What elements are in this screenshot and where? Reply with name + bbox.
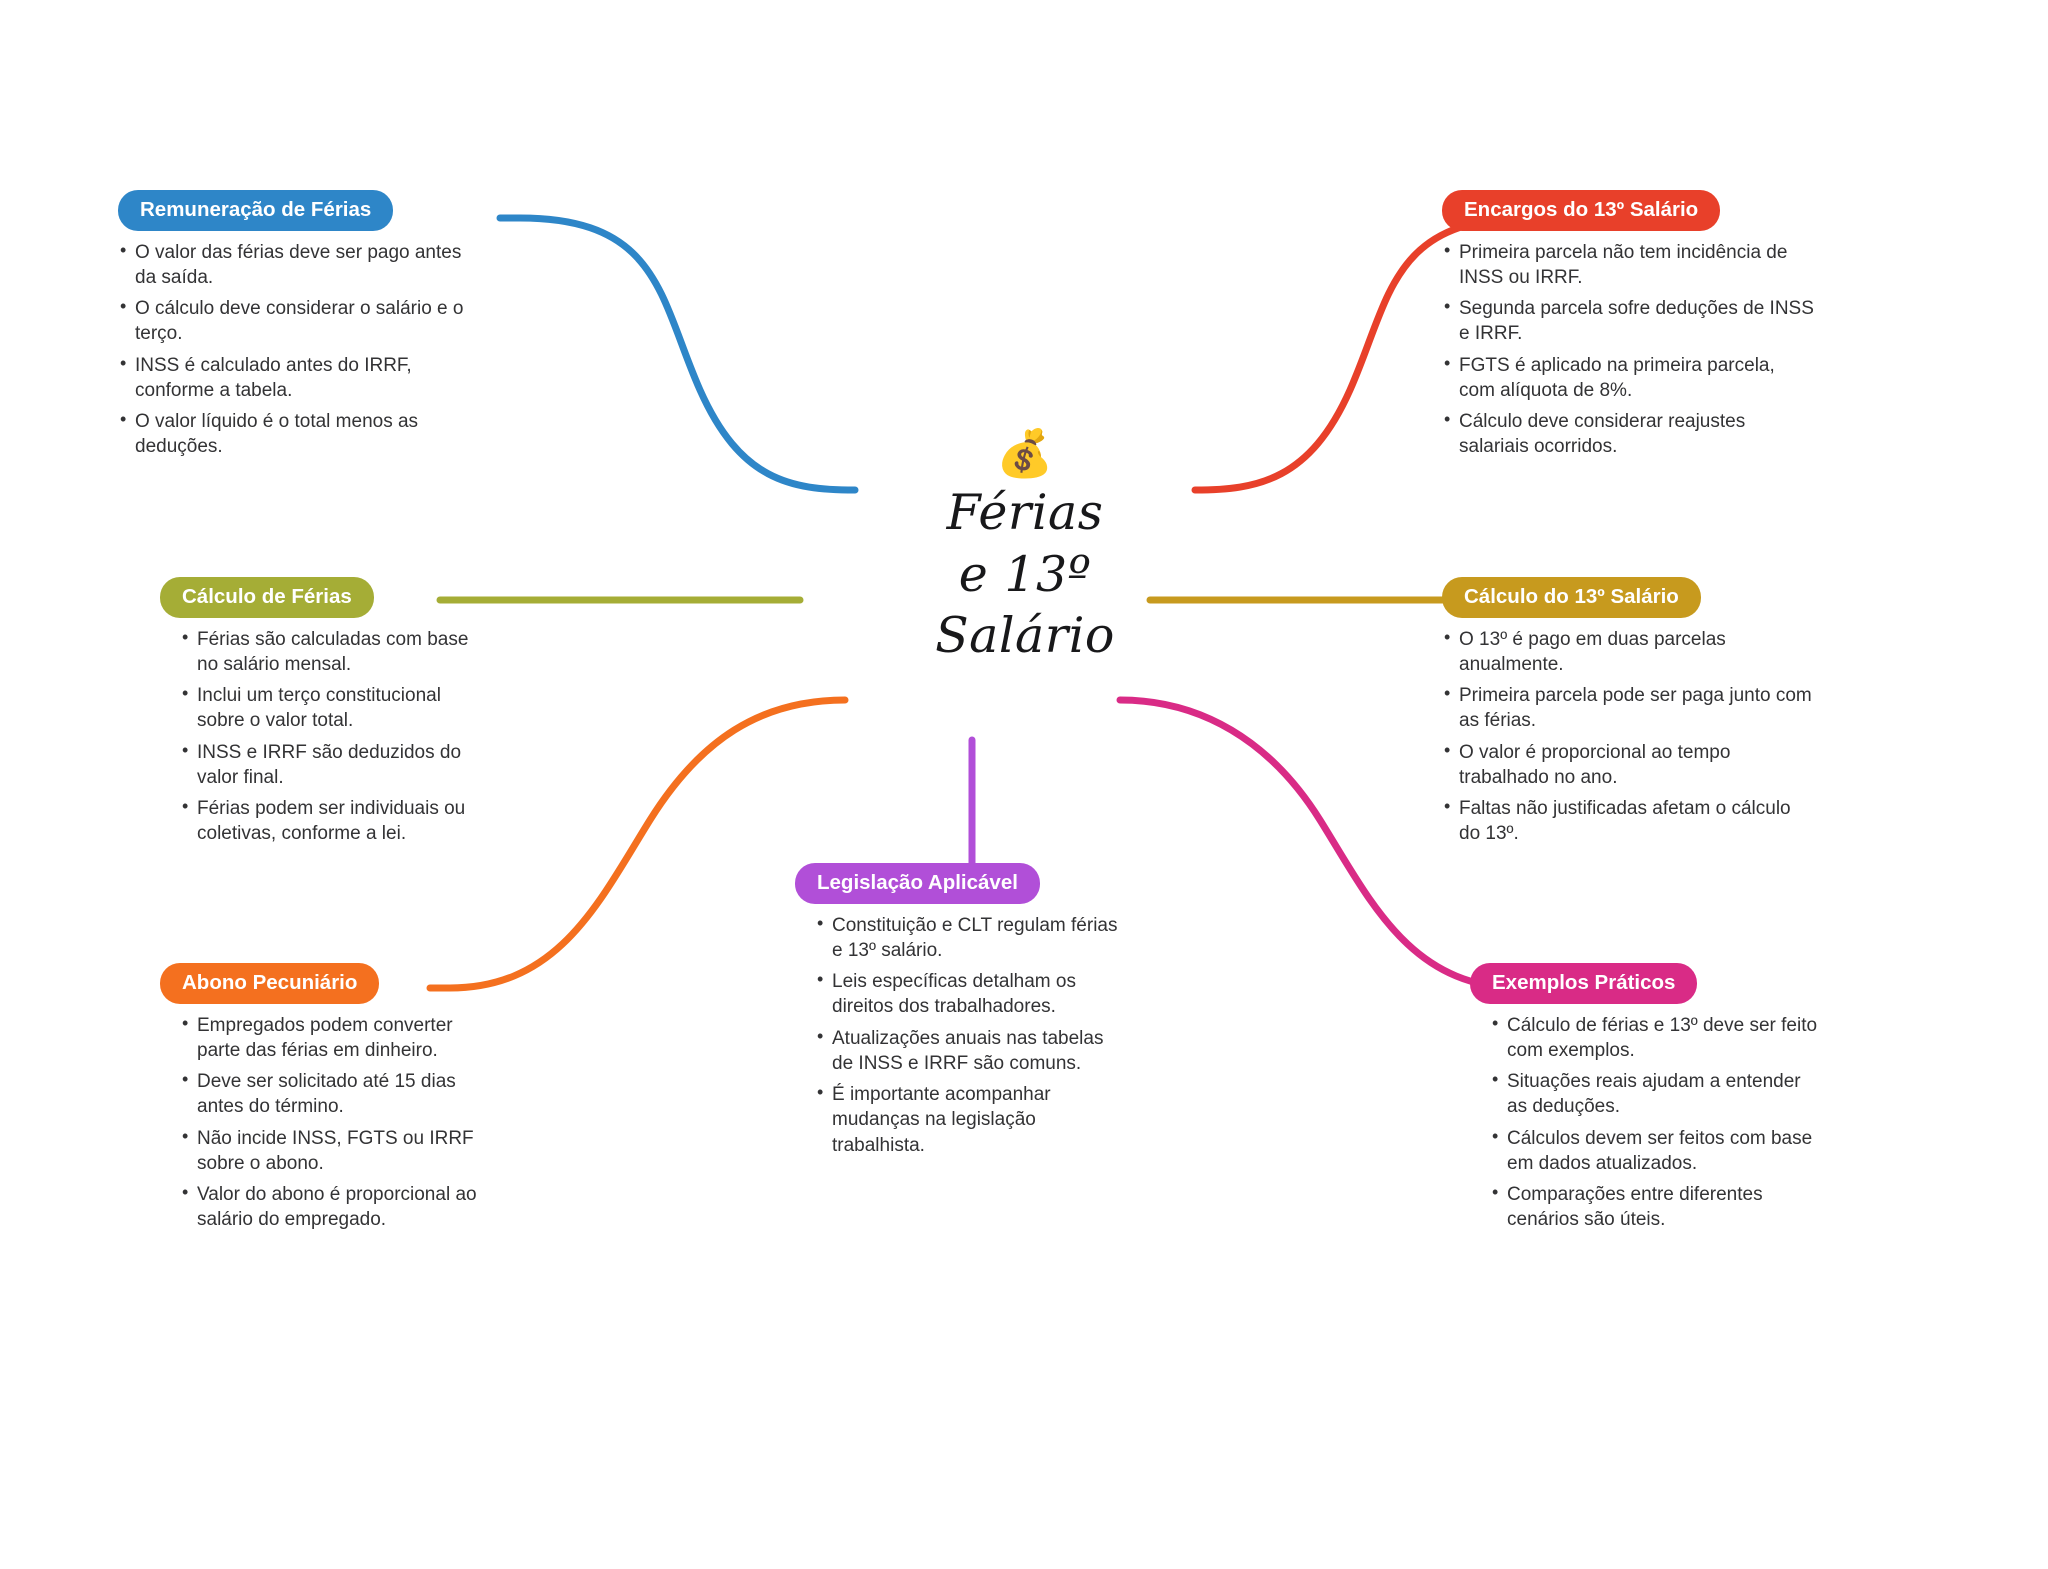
branch-label-calculo-de-ferias[interactable]: Cálculo de Férias xyxy=(160,577,374,618)
list-item: • Situações reais ajudam a entender as deduções. xyxy=(1490,1069,1820,1120)
branch-calculo-de-ferias[interactable] xyxy=(160,577,490,853)
branch-items-exemplos-praticos xyxy=(1470,1013,1820,1233)
connector-remuneracao xyxy=(500,218,855,490)
list-item: • FGTS é aplicado na primeira parcela, com alíquota de 8%. xyxy=(1442,353,1814,404)
list-item: • O 13º é pago em duas parcelas anualmente. xyxy=(1442,627,1814,678)
connector-abono xyxy=(430,700,845,988)
branch-label-calculo-do-13-salario[interactable]: Cálculo do 13º Salário xyxy=(1442,577,1701,618)
list-item: • Leis específicas detalham os direitos dos trabalhadores. xyxy=(815,969,1125,1020)
list-item: • Férias podem ser individuais ou coletivas, conforme a lei. xyxy=(180,796,490,847)
list-item: • Primeira parcela não tem incidência de INSS ou IRRF. xyxy=(1442,240,1814,291)
list-item: • Segunda parcela sofre deduções de INSS e IRRF. xyxy=(1442,296,1814,347)
list-item: • Valor do abono é proporcional ao salário do empregado. xyxy=(180,1182,490,1233)
list-item: • Férias são calculadas com base no salário mensal. xyxy=(180,627,490,678)
branch-remuneracao-de-ferias[interactable] xyxy=(118,190,478,466)
branch-exemplos-praticos[interactable] xyxy=(1470,963,1820,1239)
list-item: • INSS e IRRF são deduzidos do valor final. xyxy=(180,740,490,791)
list-item: • Empregados podem converter parte das férias em dinheiro. xyxy=(180,1013,490,1064)
list-item: • Deve ser solicitado até 15 dias antes do término. xyxy=(180,1069,490,1120)
branch-label-remuneracao-de-ferias[interactable]: Remuneração de Férias xyxy=(118,190,393,231)
list-item: • Comparações entre diferentes cenários são úteis. xyxy=(1490,1182,1820,1233)
page-title xyxy=(860,482,1190,667)
list-item: • INSS é calculado antes do IRRF, conforme a tabela. xyxy=(118,353,478,404)
list-item: • O cálculo deve considerar o salário e o terço. xyxy=(118,296,478,347)
list-item: • Constituição e CLT regulam férias e 13º salário. xyxy=(815,913,1125,964)
branch-items-calculo-de-ferias xyxy=(160,627,490,847)
center-title-line-2: e 13º xyxy=(958,545,1092,603)
branch-encargos-do-13-salario[interactable] xyxy=(1442,190,1814,466)
branch-legislacao-aplicavel[interactable] xyxy=(795,863,1125,1164)
list-item: • Cálculo de férias e 13º deve ser feito com exemplos. xyxy=(1490,1013,1820,1064)
list-item: • Não incide INSS, FGTS ou IRRF sobre o abono. xyxy=(180,1126,490,1177)
list-item: • Primeira parcela pode ser paga junto com as férias. xyxy=(1442,683,1814,734)
branch-calculo-do-13-salario[interactable] xyxy=(1442,577,1814,853)
list-item: • É importante acompanhar mudanças na legislação trabalhista. xyxy=(815,1082,1125,1158)
list-item: • Atualizações anuais nas tabelas de INSS e IRRF são comuns. xyxy=(815,1026,1125,1077)
branch-label-encargos-do-13-salario[interactable]: Encargos do 13º Salário xyxy=(1442,190,1720,231)
branch-abono-pecuniario[interactable] xyxy=(160,963,490,1239)
list-item: • Inclui um terço constitucional sobre o valor total. xyxy=(180,683,490,734)
branch-label-exemplos-praticos[interactable]: Exemplos Práticos xyxy=(1470,963,1697,1004)
list-item: • Faltas não justificadas afetam o cálculo do 13º. xyxy=(1442,796,1814,847)
list-item: • Cálculos devem ser feitos com base em dados atualizados. xyxy=(1490,1126,1820,1177)
list-item: • O valor é proporcional ao tempo trabalhado no ano. xyxy=(1442,740,1814,791)
center-title-line-3: Salário xyxy=(935,607,1115,665)
list-item: • O valor das férias deve ser pago antes da saída. xyxy=(118,240,478,291)
branch-label-legislacao-aplicavel[interactable]: Legislação Aplicável xyxy=(795,863,1040,904)
branch-items-calculo-do-13-salario xyxy=(1442,627,1814,847)
branch-items-remuneracao-de-ferias xyxy=(118,240,478,460)
branch-label-abono-pecuniario[interactable]: Abono Pecuniário xyxy=(160,963,379,1004)
center-node xyxy=(860,427,1190,667)
money-bag-icon: 💰 xyxy=(996,427,1054,479)
branch-items-abono-pecuniario xyxy=(160,1013,490,1233)
list-item: • O valor líquido é o total menos as deduções. xyxy=(118,409,478,460)
branch-items-legislacao-aplicavel xyxy=(795,913,1125,1158)
center-title-line-1: Férias xyxy=(946,484,1104,541)
list-item: • Cálculo deve considerar reajustes salariais ocorridos. xyxy=(1442,409,1814,460)
branch-items-encargos-do-13-salario xyxy=(1442,240,1814,460)
